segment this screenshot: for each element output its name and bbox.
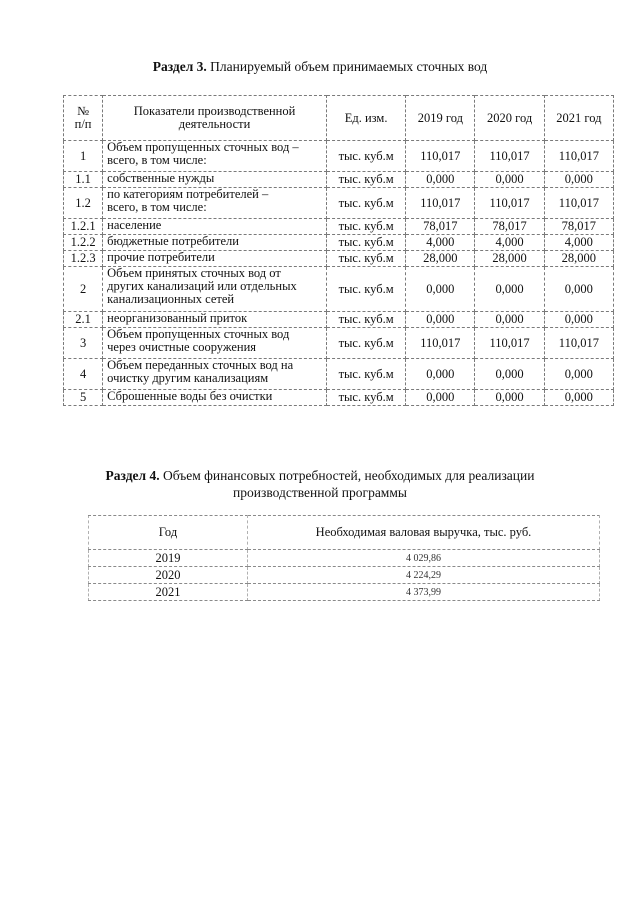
table-header-row: [64, 96, 614, 141]
header-2019: 2019 год: [406, 96, 475, 141]
table-row: 2020 4 224,29: [89, 567, 600, 584]
header-2021: 2021 год: [544, 96, 613, 141]
header-revenue: Необходимая валовая выручка, тыс. руб.: [248, 516, 600, 550]
table-row: 2021 4 373,99: [89, 584, 600, 601]
section4-title-line1: Объем финансовых потребностей, необходимых для реализации: [162, 468, 535, 483]
header-unit: Ед. изм.: [326, 96, 405, 141]
section3-label: Раздел 3.: [152, 59, 207, 74]
section3-title-text: Планируемый объем принимаемых сточных вод: [210, 59, 488, 74]
section4-title-line2: производственной программы: [233, 485, 407, 500]
table-row: 1.1 собственные нужды тыс. куб.м 0,000 0,000 0,000: [64, 172, 614, 188]
table-row: 2.1 неорганизованный приток тыс. куб.м 0,000 0,000 0,000: [64, 312, 614, 328]
planned-wastewater-table: [63, 95, 614, 406]
table-row: 5 Сброшенные воды без очистки тыс. куб.м 0,000 0,000 0,000: [64, 390, 614, 406]
header-2020: 2020 год: [475, 96, 544, 141]
table-row: 2019 4 029,86: [89, 550, 600, 567]
section4-label: Раздел 4.: [105, 468, 160, 483]
table-row: 1.2.1 население тыс. куб.м 78,017 78,017 78,017: [64, 219, 614, 235]
table-row: 1.2 по категориям потребителей – всего, в том числе: тыс. куб.м 110,017 110,017 110,017: [64, 188, 614, 219]
table-row: 1 Объем пропущенных сточных вод – всего, в том числе: тыс. куб.м 110,017 110,017 110,017: [64, 141, 614, 172]
section4-title: [0, 467, 640, 501]
table-row: 3 Объем пропущенных сточных вод через очистные сооружения тыс. куб.м 110,017 110,017 110,017: [64, 328, 614, 359]
header-year: Год: [89, 516, 248, 550]
table-row: 1.2.3 прочие потребители тыс. куб.м 28,000 28,000 28,000: [64, 251, 614, 267]
table-row: 1.2.2 бюджетные потребители тыс. куб.м 4,000 4,000 4,000: [64, 235, 614, 251]
table-row: 2 Объем принятых сточных вод от других канализаций или отдельных канализационных сетей тыс. куб.м 0,000 0,000 0,000: [64, 267, 614, 312]
header-num: № п/п: [64, 96, 103, 141]
section3-title: [0, 58, 640, 75]
financial-needs-table: [88, 515, 600, 601]
table-header-row: [89, 516, 600, 550]
table-row: 4 Объем переданных сточных вод на очистку другим канализациям тыс. куб.м 0,000 0,000 0,000: [64, 359, 614, 390]
header-indicator: Показатели производственной деятельности: [103, 96, 327, 141]
